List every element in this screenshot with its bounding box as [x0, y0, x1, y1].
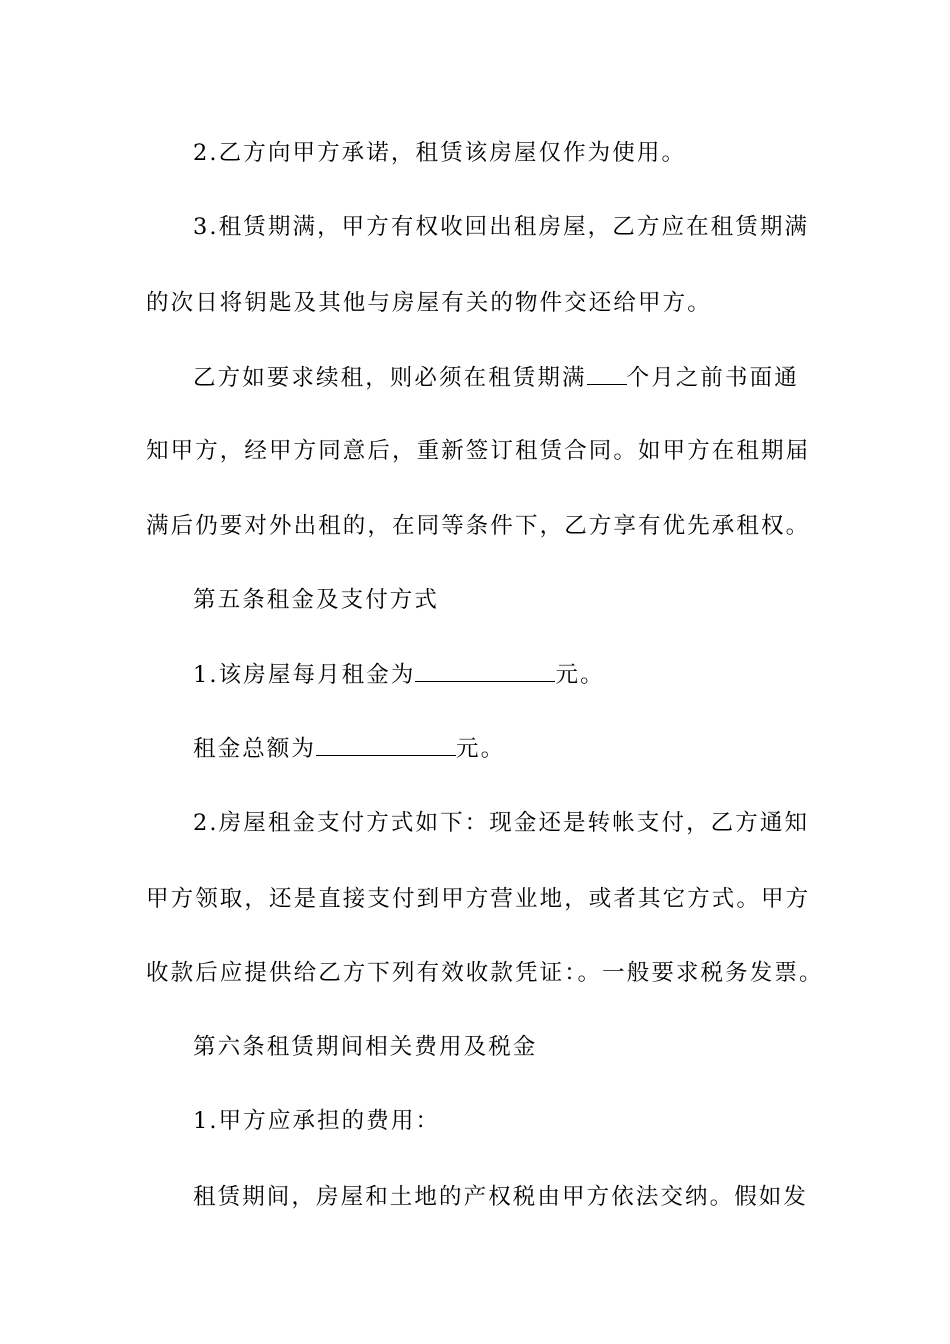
line-text: 2.房屋租金支付方式如下：现金还是转帐支付，乙方通知: [193, 810, 810, 836]
fill-in-blank: [415, 655, 555, 682]
paragraph-line: [193, 803, 853, 843]
heading-text: 第六条租赁期间相关费用及税金: [193, 1034, 538, 1060]
paragraph-line: [193, 1177, 853, 1217]
line-text: 个月之前书面通: [626, 365, 799, 391]
paragraph-line: [193, 207, 853, 247]
line-text: 收款后应提供给乙方下列有效收款凭证：。一般要求税务发票。: [146, 960, 824, 986]
paragraph-line: [146, 953, 824, 993]
paragraph-line: [193, 729, 853, 769]
paragraph-line: [193, 1101, 853, 1141]
paragraph-line: [146, 879, 811, 919]
line-text: 元。: [456, 736, 506, 762]
paragraph-line: [146, 283, 806, 323]
line-text: 乙方如要求续租，则必须在租赁期满: [193, 365, 587, 391]
paragraph-line: [146, 431, 811, 471]
line-text: 元。: [555, 662, 605, 688]
line-text: 租赁期间，房屋和土地的产权税由甲方依法交纳。假如发: [193, 1184, 809, 1210]
fill-in-blank: [587, 358, 627, 385]
paragraph-line: [146, 506, 811, 546]
section-heading: [193, 1027, 853, 1067]
line-text: 知甲方，经甲方同意后，重新签订租赁合同。如甲方在租期届: [146, 438, 811, 464]
paragraph-line: [193, 358, 853, 398]
paragraph-line: [193, 655, 853, 695]
line-text: 2.乙方向甲方承诺，租赁该房屋仅作为使用。: [193, 140, 687, 166]
section-heading: [193, 580, 853, 620]
fill-in-blank: [316, 729, 456, 756]
line-text: 3.租赁期满，甲方有权收回出租房屋，乙方应在租赁期满: [193, 214, 810, 240]
line-text: 租金总额为: [193, 736, 317, 762]
line-text: 满后仍要对外出租的，在同等条件下，乙方享有优先承租权。: [146, 513, 811, 539]
paragraph-line: [193, 133, 853, 173]
line-text: 的次日将钥匙及其他与房屋有关的物件交还给甲方。: [146, 290, 712, 316]
heading-text: 第五条租金及支付方式: [193, 587, 440, 613]
line-text: 1.该房屋每月租金为: [193, 662, 416, 688]
line-text: 甲方领取，还是直接支付到甲方营业地，或者其它方式。甲方: [146, 886, 811, 912]
line-text: 1.甲方应承担的费用：: [193, 1108, 441, 1134]
